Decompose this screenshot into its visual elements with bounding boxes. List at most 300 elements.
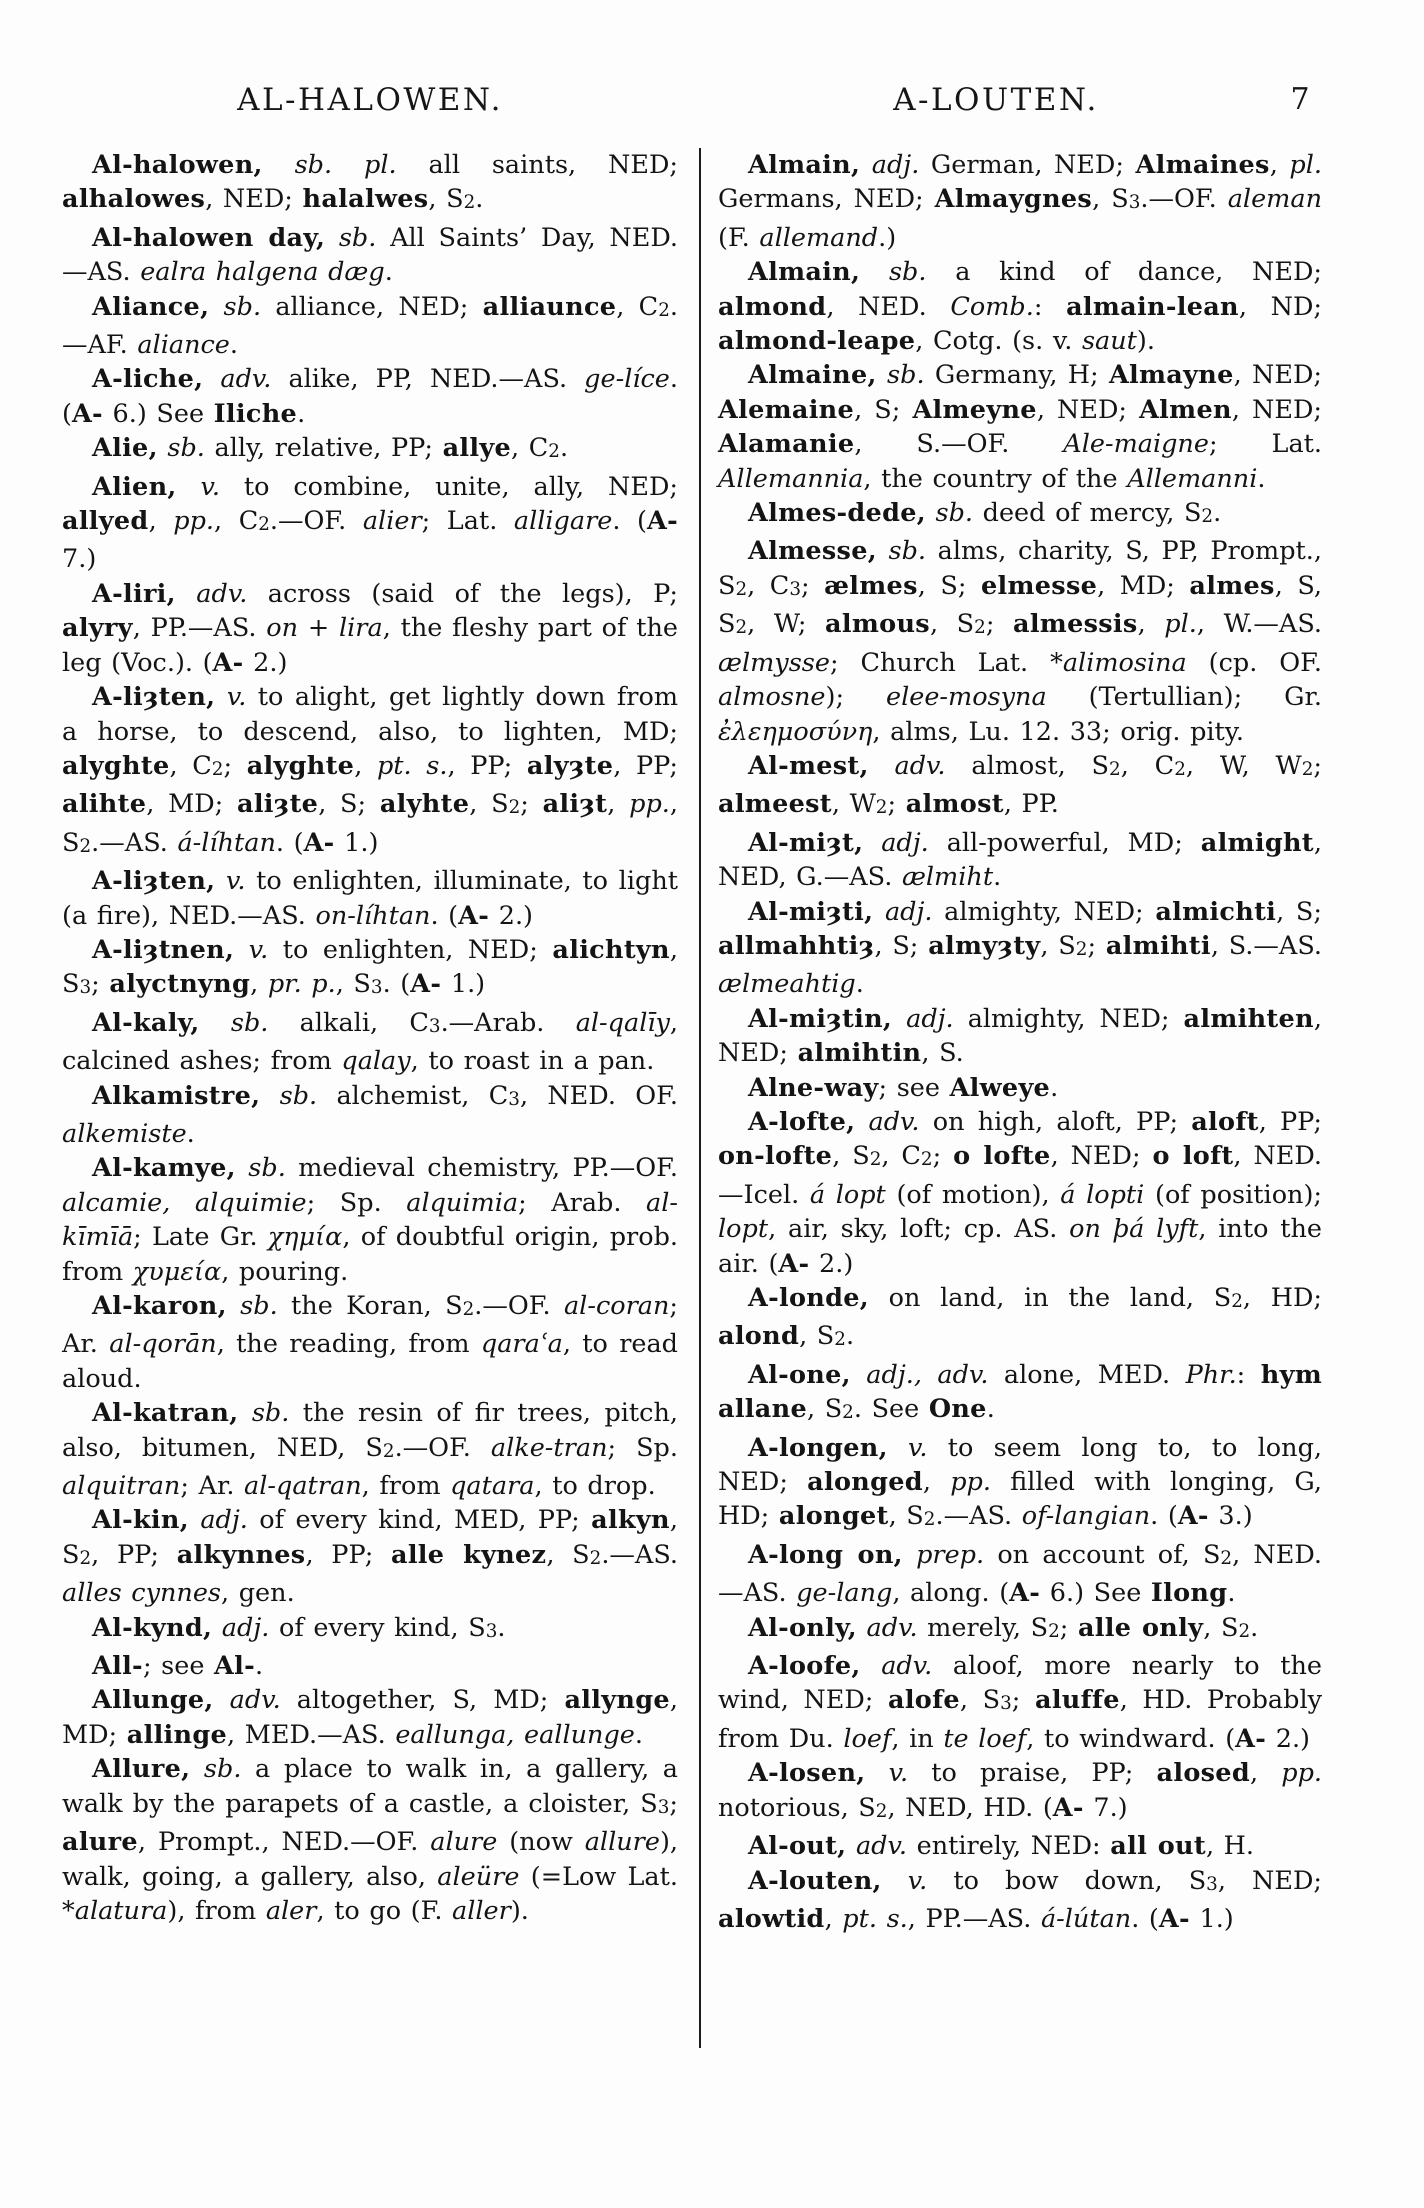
entry-text: , S2; [469, 789, 543, 820]
entry-text: , S3; [62, 934, 678, 1000]
entry-text: to praise, PP; [908, 1758, 1157, 1789]
entry-text: , HD. Probably from Du. [718, 1685, 1323, 1754]
entry-text: , S2; [929, 609, 1013, 640]
headword: Al-halowen day, [92, 222, 326, 253]
entry-text: . ( [275, 827, 304, 858]
headword: almichti [1155, 896, 1277, 927]
entry-text: , along. ( [892, 1578, 1010, 1609]
italic-label: pl. [1164, 609, 1197, 640]
italic-label: adv. [856, 1612, 918, 1643]
italic-label: aler [265, 1895, 317, 1926]
dictionary-entry [62, 1006, 678, 1079]
entry-text: ). [510, 1895, 529, 1926]
entry-text: the resin of fir trees, pitch, also, bitumen, NED, S2.—OF. [62, 1398, 678, 1463]
entry-text: the Koran, S2.—OF. [277, 1291, 564, 1321]
entry-text: , NED; [205, 184, 303, 215]
entry-text: , NED, G.—AS. [718, 827, 1322, 893]
headword: Ilong [1150, 1578, 1228, 1609]
entry-text: . [297, 398, 306, 429]
headword: alyghte [62, 750, 170, 781]
dictionary-entry [62, 1503, 678, 1610]
italic-label: sb. [190, 1754, 242, 1785]
dictionary-entry [718, 895, 1322, 1002]
entry-text: German, NED; [919, 150, 1136, 180]
italic-label: Allemannia [718, 463, 864, 494]
italic-label: qatara [450, 1471, 535, 1502]
entry-text: filled with longing, G, HD; [718, 1467, 1323, 1532]
dictionary-entry [718, 1538, 1322, 1611]
dictionary-entry [718, 148, 1322, 255]
headword: A-lofte, [748, 1106, 856, 1137]
italic-label: loef [843, 1723, 892, 1754]
entry-text: (cp. OF. [1186, 647, 1322, 678]
entry-text: .) [878, 222, 897, 253]
italic-label: sb. [325, 222, 377, 253]
headword: Alne-way [748, 1072, 879, 1103]
entry-text: , NED; [1050, 1141, 1153, 1172]
entry-text: , PP; [1258, 1106, 1323, 1137]
entry-text: ; Late Gr. [133, 1222, 268, 1253]
entry-text: to combine, unite, ally, NED; [220, 471, 679, 502]
headword: alhalowes [62, 184, 206, 215]
entry-text: . [186, 1118, 195, 1149]
dictionary-entry [718, 1431, 1322, 1538]
entry-text: , S2.—AS. [62, 789, 678, 858]
entry-text: . ( [1150, 1501, 1178, 1532]
dictionary-entry [62, 864, 678, 933]
entry-text: , MD; [62, 1685, 678, 1750]
entry-text: , S2.—AS. [888, 1501, 1022, 1532]
entry-text: , S2. [428, 184, 484, 215]
entry-text: , S.—AS. [1210, 930, 1322, 961]
entry-text: across (said of the legs), P; [247, 578, 678, 609]
headword: alowtid [718, 1903, 825, 1934]
italic-label: adv. [855, 1106, 920, 1137]
headword: Almen [1139, 394, 1232, 425]
headword: Almain, [748, 257, 861, 288]
italic-label: sb. [260, 1080, 318, 1111]
headword: A-liȝten, [92, 682, 216, 713]
entry-text: ; Sp. [306, 1187, 407, 1218]
entry-text: , H. [1205, 1831, 1255, 1862]
entry-text: 6.) See [1040, 1578, 1151, 1609]
headword: almeest [718, 789, 832, 820]
headword: A-long on, [748, 1539, 903, 1570]
italic-label: sb. [876, 360, 925, 391]
entry-text: ; see [142, 1651, 215, 1682]
dictionary-entry [718, 534, 1322, 748]
headword: aluffe [1035, 1685, 1120, 1716]
headword: alyghte [246, 750, 355, 781]
italic-label: ealra halgena dæg [140, 257, 385, 288]
entry-text: a place to walk in, a gallery, a walk by the parapets of a castle, a cloister, S3; [62, 1754, 678, 1819]
entry-text: (Tertullian); Gr. [1046, 682, 1322, 713]
italic-label: on-líhtan [315, 900, 431, 931]
entry-text: ally, relative, PP; [204, 433, 443, 464]
italic-label: pp. [1281, 1758, 1323, 1789]
dictionary-entry [62, 1396, 678, 1503]
headword: alond [718, 1321, 800, 1352]
dictionary-entry [62, 362, 678, 431]
italic-label: adv. [860, 1651, 933, 1682]
italic-label: sb. [860, 257, 927, 288]
headword: alkyn [591, 1505, 670, 1536]
dictionary-entry [718, 1611, 1322, 1649]
entry-text: , PP; [613, 750, 678, 781]
italic-label: á lopt [809, 1179, 886, 1210]
column-divider-rule [699, 148, 701, 2048]
entry-text: alchemist, C3, NED. OF. [317, 1080, 678, 1111]
headword: A- [303, 827, 335, 858]
entry-text: , [1249, 1758, 1282, 1789]
entry-text: 7.) [1083, 1792, 1128, 1823]
dictionary-entry [718, 255, 1322, 358]
italic-label: sb. [238, 1398, 290, 1429]
headword: Allure, [92, 1754, 191, 1785]
entry-text: , to read aloud. [62, 1329, 679, 1394]
italic-label: of-langian [1021, 1501, 1151, 1532]
italic-label: al-kīmīā [62, 1187, 678, 1253]
italic-label: ἐλεημοσύνη [718, 716, 873, 747]
headword: A-liȝtnen, [92, 934, 235, 965]
entry-text: , to windward. ( [1026, 1723, 1236, 1754]
headword: almost [905, 789, 1004, 820]
entry-text: (F. [718, 222, 760, 253]
headword: o loft [1152, 1141, 1234, 1172]
italic-label: ge-líce [584, 364, 670, 395]
entry-text: deed of mercy, S2. [973, 498, 1222, 529]
entry-text: , C2.—OF. [214, 506, 363, 537]
headword: aliȝte [237, 789, 319, 820]
entry-text: . ( [62, 364, 678, 429]
entry-text: , MED.—AS. [227, 1719, 396, 1750]
entry-text: (now [497, 1827, 585, 1858]
headword: alosed [1156, 1758, 1250, 1789]
italic-label: adj., adv. [850, 1359, 989, 1390]
headword: Iliche [213, 398, 298, 429]
entry-text: to alight, get lightly down from a horse, to descend, also, to lighten, MD; [62, 682, 678, 747]
italic-label: ælmeahtig [718, 969, 856, 1000]
headword: Almaines [1135, 150, 1270, 180]
entry-text: all saints, NED; [396, 150, 678, 180]
entry-text: to bow down, S3, NED; [927, 1865, 1322, 1896]
italic-label: adv. [213, 1685, 281, 1716]
entry-text: Germany, H; [924, 360, 1109, 391]
entry-text: , to go (F. [316, 1895, 453, 1926]
headword: A- [212, 647, 244, 678]
entry-text: , S.—OF. [854, 429, 1064, 460]
running-head-right: A-LOUTEN. [893, 82, 1099, 118]
entry-text: , S; [1276, 896, 1322, 927]
headword: Almes-dede, [748, 498, 926, 529]
entry-text: ; Church Lat. * [829, 647, 1063, 678]
entry-text: , in [891, 1723, 944, 1754]
headword: Al-karon, [92, 1291, 227, 1321]
headword: One [928, 1394, 987, 1425]
entry-text: on land, in the land, S2, HD; [868, 1283, 1322, 1313]
headword: alichtyn [552, 934, 670, 965]
italic-label: alatura [74, 1895, 168, 1926]
entry-text: ), from [167, 1895, 266, 1926]
entry-text: , PP; [305, 1539, 391, 1570]
italic-label: pt. s. [376, 750, 448, 781]
entry-text: ; Arab. [518, 1187, 647, 1218]
entry-text: 2.) [809, 1248, 854, 1279]
dictionary-entry [718, 1756, 1322, 1829]
italic-label: ælmysse [718, 647, 830, 678]
left-column [62, 148, 678, 1928]
headword: Alamanie [718, 429, 855, 460]
entry-text: alone, MED. [988, 1359, 1186, 1390]
headword: aliȝt [542, 789, 608, 820]
entry-text: to enlighten, illuminate, to light (a fire), NED.—AS. [62, 866, 678, 931]
headword: almond [718, 291, 827, 322]
dictionary-entry [718, 1358, 1322, 1431]
italic-label: qalay [341, 1046, 411, 1077]
entry-text: almighty, NED; [932, 896, 1156, 927]
headword: Al- [214, 1651, 255, 1682]
entry-text: , Cotg. (s. v. [915, 326, 1082, 357]
entry-text: of every kind, S3. [269, 1612, 506, 1643]
entry-text: altogether, S, MD; [280, 1685, 565, 1716]
italic-label: adv. [846, 1831, 907, 1862]
entry-text: , [354, 750, 377, 781]
entry-text: All Saints’ Day, NED.—AS. [62, 222, 678, 288]
headword: Alkamistre, [92, 1080, 261, 1111]
headword: almihten [1183, 1003, 1314, 1034]
entry-text: (of motion), [885, 1179, 1061, 1210]
entry-text: ; Lat. [421, 506, 514, 537]
headword: A- [71, 398, 103, 429]
italic-label: on + lira [266, 613, 383, 644]
italic-label: al-qorān [109, 1329, 217, 1360]
italic-label: á-lútan [1040, 1903, 1132, 1934]
italic-label: aller [452, 1895, 511, 1926]
italic-label: adj. [188, 1505, 248, 1536]
italic-label: ælmiht [901, 862, 994, 893]
entry-text: , S2. [799, 1321, 855, 1352]
entry-text: , W.—AS. [1196, 609, 1323, 640]
headword: Alweye [949, 1072, 1051, 1103]
headword: A- [1009, 1578, 1041, 1609]
running-head [0, 82, 1424, 122]
entry-text: , NED; [1036, 394, 1140, 425]
entry-text: , NED; [1231, 394, 1322, 425]
italic-label: adj. [873, 896, 933, 927]
headword: alonget [778, 1501, 889, 1532]
entry-text: 2.) [1266, 1723, 1311, 1754]
headword: alle only [1077, 1612, 1204, 1643]
entry-text: , of doubtful origin, prob. from [62, 1222, 678, 1287]
dictionary-entry [718, 1864, 1322, 1937]
headword: allynge [564, 1685, 670, 1716]
entry-text: . [986, 1394, 995, 1425]
italic-label: allemand [759, 222, 879, 253]
entry-text: , S2, PP; [62, 1505, 678, 1570]
headword: Almayne [1108, 360, 1234, 391]
headword: Al-only, [748, 1612, 857, 1643]
headword: Al-miȝtin, [748, 1003, 893, 1034]
entry-text: . ( [430, 900, 459, 931]
headword: A-liȝten, [92, 866, 216, 897]
entry-text: , [148, 506, 174, 537]
headword: allinge [126, 1719, 228, 1750]
entry-text: . ( [612, 506, 648, 537]
italic-label: v. [234, 934, 269, 965]
entry-text: , [607, 789, 630, 820]
entry-text: 1.) [334, 827, 379, 858]
italic-label: al-coran [563, 1291, 670, 1321]
italic-label: Phr. [1185, 1359, 1237, 1390]
dictionary-entry [718, 1071, 1322, 1105]
entry-text: ; see [878, 1072, 950, 1103]
entry-text: ; Ar. [180, 1471, 245, 1502]
entry-text: ; Ar. [62, 1291, 679, 1360]
dictionary-entry [718, 826, 1322, 895]
entry-text: . [993, 862, 1002, 893]
entry-text: alkali, C3.—Arab. [268, 1007, 576, 1038]
italic-label: alke-tran [490, 1432, 608, 1463]
entry-text: , S2. [1203, 1612, 1259, 1643]
dictionary-entry [62, 577, 678, 680]
headword: A-longen, [748, 1432, 888, 1463]
dictionary-entry [718, 496, 1322, 534]
entry-text: , S2.—AS. [546, 1539, 679, 1570]
headword: alkynnes [176, 1539, 306, 1570]
entry-text: to enlighten, NED; [268, 934, 553, 965]
entry-text: to seem long to, to long, NED; [718, 1432, 1323, 1498]
headword: Alien, [92, 471, 177, 502]
entry-text: all-powerful, MD; [928, 827, 1201, 858]
entry-text: , [1137, 609, 1165, 640]
italic-label: pr. p. [267, 969, 336, 1000]
headword: A- [647, 506, 678, 537]
entry-text: , S3. ( [335, 969, 411, 1000]
entry-text: . [634, 1719, 643, 1750]
italic-label: adv. [203, 364, 272, 395]
entry-text: ), walk, going, a gallery, also, [62, 1827, 679, 1892]
italic-label: on þá lyft [1069, 1214, 1199, 1245]
headword: Al-kamye, [92, 1153, 236, 1184]
entry-text: , S2; [1040, 930, 1106, 961]
entry-text: . [384, 257, 393, 288]
entry-text: of every kind, MED, PP; [247, 1505, 592, 1536]
headword: alliaunce [482, 291, 617, 322]
dictionary-entry [62, 470, 678, 577]
entry-text: alms, charity, S, PP, Prompt., S2, C3; [718, 536, 1322, 601]
italic-label: sb. [209, 291, 262, 322]
dictionary-entry [62, 1611, 678, 1649]
entry-text: , NED; [1233, 360, 1322, 391]
headword: A-londe, [748, 1283, 869, 1313]
italic-label: adv. [175, 578, 248, 609]
headword: Al-katran, [92, 1398, 239, 1429]
headword: hym allane [718, 1359, 1322, 1425]
dictionary-entry [62, 1151, 678, 1289]
entry-text: , C2.—AF. [62, 291, 678, 361]
entry-text: alliance, NED; [261, 291, 483, 322]
entry-text: : [1033, 291, 1067, 322]
entry-text: ; Lat. [1208, 429, 1322, 460]
italic-label: adv. [868, 750, 946, 781]
headword: Almeyne [912, 394, 1037, 425]
entry-text: , S; [917, 570, 981, 601]
entry-text: ); [825, 682, 886, 713]
headword: alyctnyng [109, 969, 251, 1000]
entry-text: 7.) [62, 544, 97, 575]
headword: All- [92, 1651, 143, 1682]
headword: alonged [807, 1467, 923, 1498]
entry-text: , Prompt., NED.—OF. [137, 1827, 431, 1858]
entry-text: , PP; [447, 750, 527, 781]
entry-text: , S2. See [806, 1394, 929, 1425]
entry-text: , the country of the [863, 463, 1128, 494]
italic-label: sb. [925, 498, 974, 529]
italic-label: allure [584, 1827, 660, 1858]
dictionary-entry [718, 1281, 1322, 1358]
italic-label: pt. s. [842, 1903, 908, 1934]
headword: on-lofte [718, 1141, 833, 1172]
entry-text: , NED. [826, 291, 951, 322]
entry-text: , air, sky, loft; cp. AS. [768, 1214, 1070, 1245]
italic-label: v. [176, 471, 220, 502]
entry-text: , C2. [511, 433, 569, 464]
entry-text: 2.) [243, 647, 288, 678]
dictionary-entry [718, 1649, 1322, 1756]
headword: almes [1189, 570, 1275, 601]
headword: almond-leape [718, 326, 916, 357]
entry-text: , calcined ashes; from [62, 1007, 679, 1077]
entry-text: merely, S2; [917, 1612, 1078, 1643]
italic-label: aleüre [437, 1861, 520, 1892]
italic-label: Ale-maigne [1063, 429, 1209, 460]
dictionary-entry [62, 431, 678, 469]
entry-text: , NED; [718, 1003, 1322, 1069]
italic-label: alimosina [1062, 647, 1187, 678]
italic-label: sb. [876, 536, 927, 567]
italic-label: χυμεία [132, 1256, 222, 1287]
entry-text: a kind of dance, NED; [926, 257, 1322, 288]
entry-text: , PP. [1003, 789, 1059, 820]
entry-text: aloof, more nearly to the wind, NED; [718, 1651, 1322, 1716]
italic-label: v. [865, 1758, 909, 1789]
entry-text: . [855, 969, 864, 1000]
dictionary-entry [718, 358, 1322, 496]
dictionary-entry [718, 1105, 1322, 1281]
italic-label: al-qalīy [575, 1007, 670, 1038]
entry-text: , PP.—AS. [132, 613, 267, 644]
italic-label: alquitran [62, 1471, 181, 1502]
dictionary-entry [62, 1289, 678, 1396]
italic-label: adj. [212, 1612, 270, 1643]
dictionary-entry [62, 1752, 678, 1928]
headword: Al-kin, [92, 1505, 189, 1536]
entry-text: medieval chemistry, PP.—OF. [285, 1153, 678, 1184]
headword: Al-mest, [748, 750, 869, 781]
italic-label: elee-mosyna [885, 682, 1047, 713]
headword: allmahhtiȝ [718, 930, 875, 961]
headword: almain-lean [1066, 291, 1239, 322]
entry-text: , ND; [1238, 291, 1323, 322]
entry-text: , MD; [146, 789, 237, 820]
italic-label: sb. [235, 1153, 286, 1184]
running-head-left: AL-HALOWEN. [237, 82, 503, 118]
dictionary-entry [62, 290, 678, 363]
italic-label: aliance [137, 330, 230, 361]
headword: Al-kaly, [92, 1007, 200, 1038]
entry-text: , into the air. ( [718, 1214, 1322, 1279]
headword: allyed [62, 506, 149, 537]
